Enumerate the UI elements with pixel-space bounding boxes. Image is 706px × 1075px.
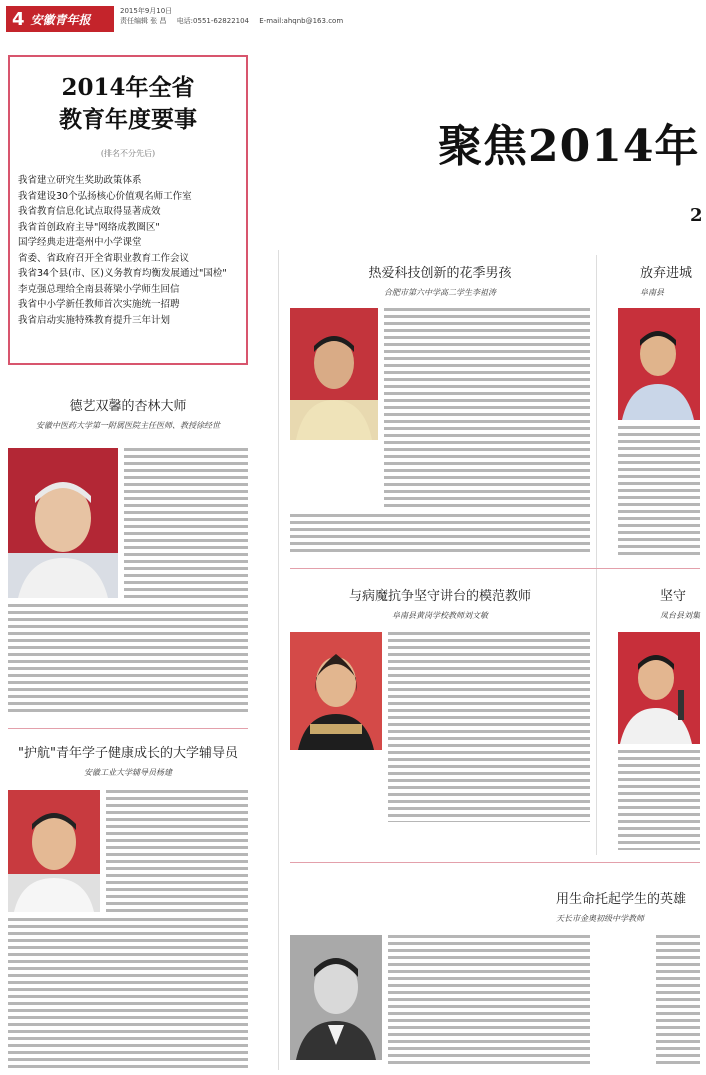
page-number: 4 <box>12 8 25 30</box>
article-liu-wenmin <box>290 585 590 621</box>
article-xu-jingshi <box>8 395 248 431</box>
article-li-zutao <box>290 262 590 298</box>
list-item: 我省教育信息化试点取得显著成效 <box>18 206 161 217</box>
article-subtitle: 合肥市第六中学高二学生李祖涛 <box>384 288 496 297</box>
column-divider <box>596 255 597 855</box>
portrait-photo <box>290 632 382 750</box>
banner-subheadline: 2 <box>690 205 703 226</box>
portrait-photo <box>290 935 382 1060</box>
article-subtitle: 天长市金奥初级中学教师 <box>556 914 644 923</box>
article-subtitle: 阜南县 <box>640 288 664 297</box>
portrait-photo <box>8 448 118 598</box>
events-list <box>10 173 246 328</box>
banner-headline: 聚焦2014年 <box>438 121 700 172</box>
article-title: 热爱科技创新的花季男孩 <box>368 266 512 281</box>
portrait-photo <box>290 308 378 440</box>
column-divider <box>278 250 279 1070</box>
list-item: 我省建设30个弘扬核心价值观名师工作室 <box>18 190 192 202</box>
issue-date: 2015年9月10日 <box>120 7 173 15</box>
article-title: 德艺双馨的杏林大师 <box>69 399 187 414</box>
article-body <box>618 426 700 556</box>
masthead <box>6 6 114 32</box>
article-title: 坚守 <box>660 589 687 604</box>
paper-name: 安徽青年报 <box>30 12 91 27</box>
portrait-photo <box>618 632 700 744</box>
article-hero-teacher <box>556 888 706 924</box>
list-item: 我省34个县(市、区)义务教育均衡发展通过"国检" <box>18 268 227 279</box>
article-title: 与病魔抗争坚守讲台的模范教师 <box>348 589 531 604</box>
article-body <box>124 448 248 598</box>
article-subtitle: 安徽工业大学辅导员杨建 <box>84 768 172 777</box>
list-item: 国学经典走进毫州中小学课堂 <box>18 237 142 248</box>
header-meta <box>120 6 351 26</box>
events-note: (排名不分先后) <box>100 149 156 158</box>
article-body <box>106 790 248 912</box>
list-item: 李克强总理给全南县蒋梁小学师生回信 <box>18 283 180 295</box>
email-info: E-mail:ahqnb@163.com <box>259 17 344 25</box>
article-title: "护航"青年学子健康成长的大学辅导员 <box>18 746 238 761</box>
article-body <box>618 750 700 850</box>
article-title: 放弃进城 <box>640 266 693 281</box>
portrait-photo <box>8 790 100 912</box>
editor-info: 责任编辑 张 昌 <box>120 17 167 25</box>
events-title-line1: 2014年全省 <box>61 74 195 101</box>
article-yang-jian <box>8 742 248 778</box>
article-body <box>388 935 590 1065</box>
divider <box>290 862 700 863</box>
article-body <box>388 632 590 822</box>
divider <box>8 728 248 729</box>
page-header <box>0 0 700 40</box>
list-item: 我省首创政府主导"网络成教圈区" <box>18 221 160 233</box>
article-body <box>656 935 700 1065</box>
events-box <box>8 55 248 365</box>
article-subtitle: 凤台县刘集 <box>660 611 700 620</box>
article-partial-right-middle <box>660 585 700 621</box>
article-body <box>8 604 248 714</box>
events-box-title <box>10 72 246 136</box>
phone-info: 电话:0551-62822104 <box>176 17 250 25</box>
article-title: 用生命托起学生的英雄 <box>556 892 687 907</box>
divider <box>290 568 700 569</box>
list-item: 我省启动实施特殊教育提升三年计划 <box>18 314 171 326</box>
article-partial-right-top <box>640 262 700 298</box>
portrait-photo <box>618 308 700 420</box>
article-subtitle: 安徽中医药大学第一附属医院主任医师、教授徐经世 <box>36 421 220 430</box>
events-title-line2: 教育年度要事 <box>59 106 197 133</box>
list-item: 我省建立研究生奖助政策体系 <box>18 175 142 186</box>
article-body <box>384 308 590 508</box>
article-body <box>290 514 590 554</box>
list-item: 我省中小学新任教师首次实施统一招聘 <box>18 299 180 310</box>
article-subtitle: 阜南县黄岗学校教师刘文敏 <box>392 611 488 620</box>
list-item: 省委、省政府召开全省职业教育工作会议 <box>18 252 190 264</box>
article-body <box>8 918 248 1068</box>
